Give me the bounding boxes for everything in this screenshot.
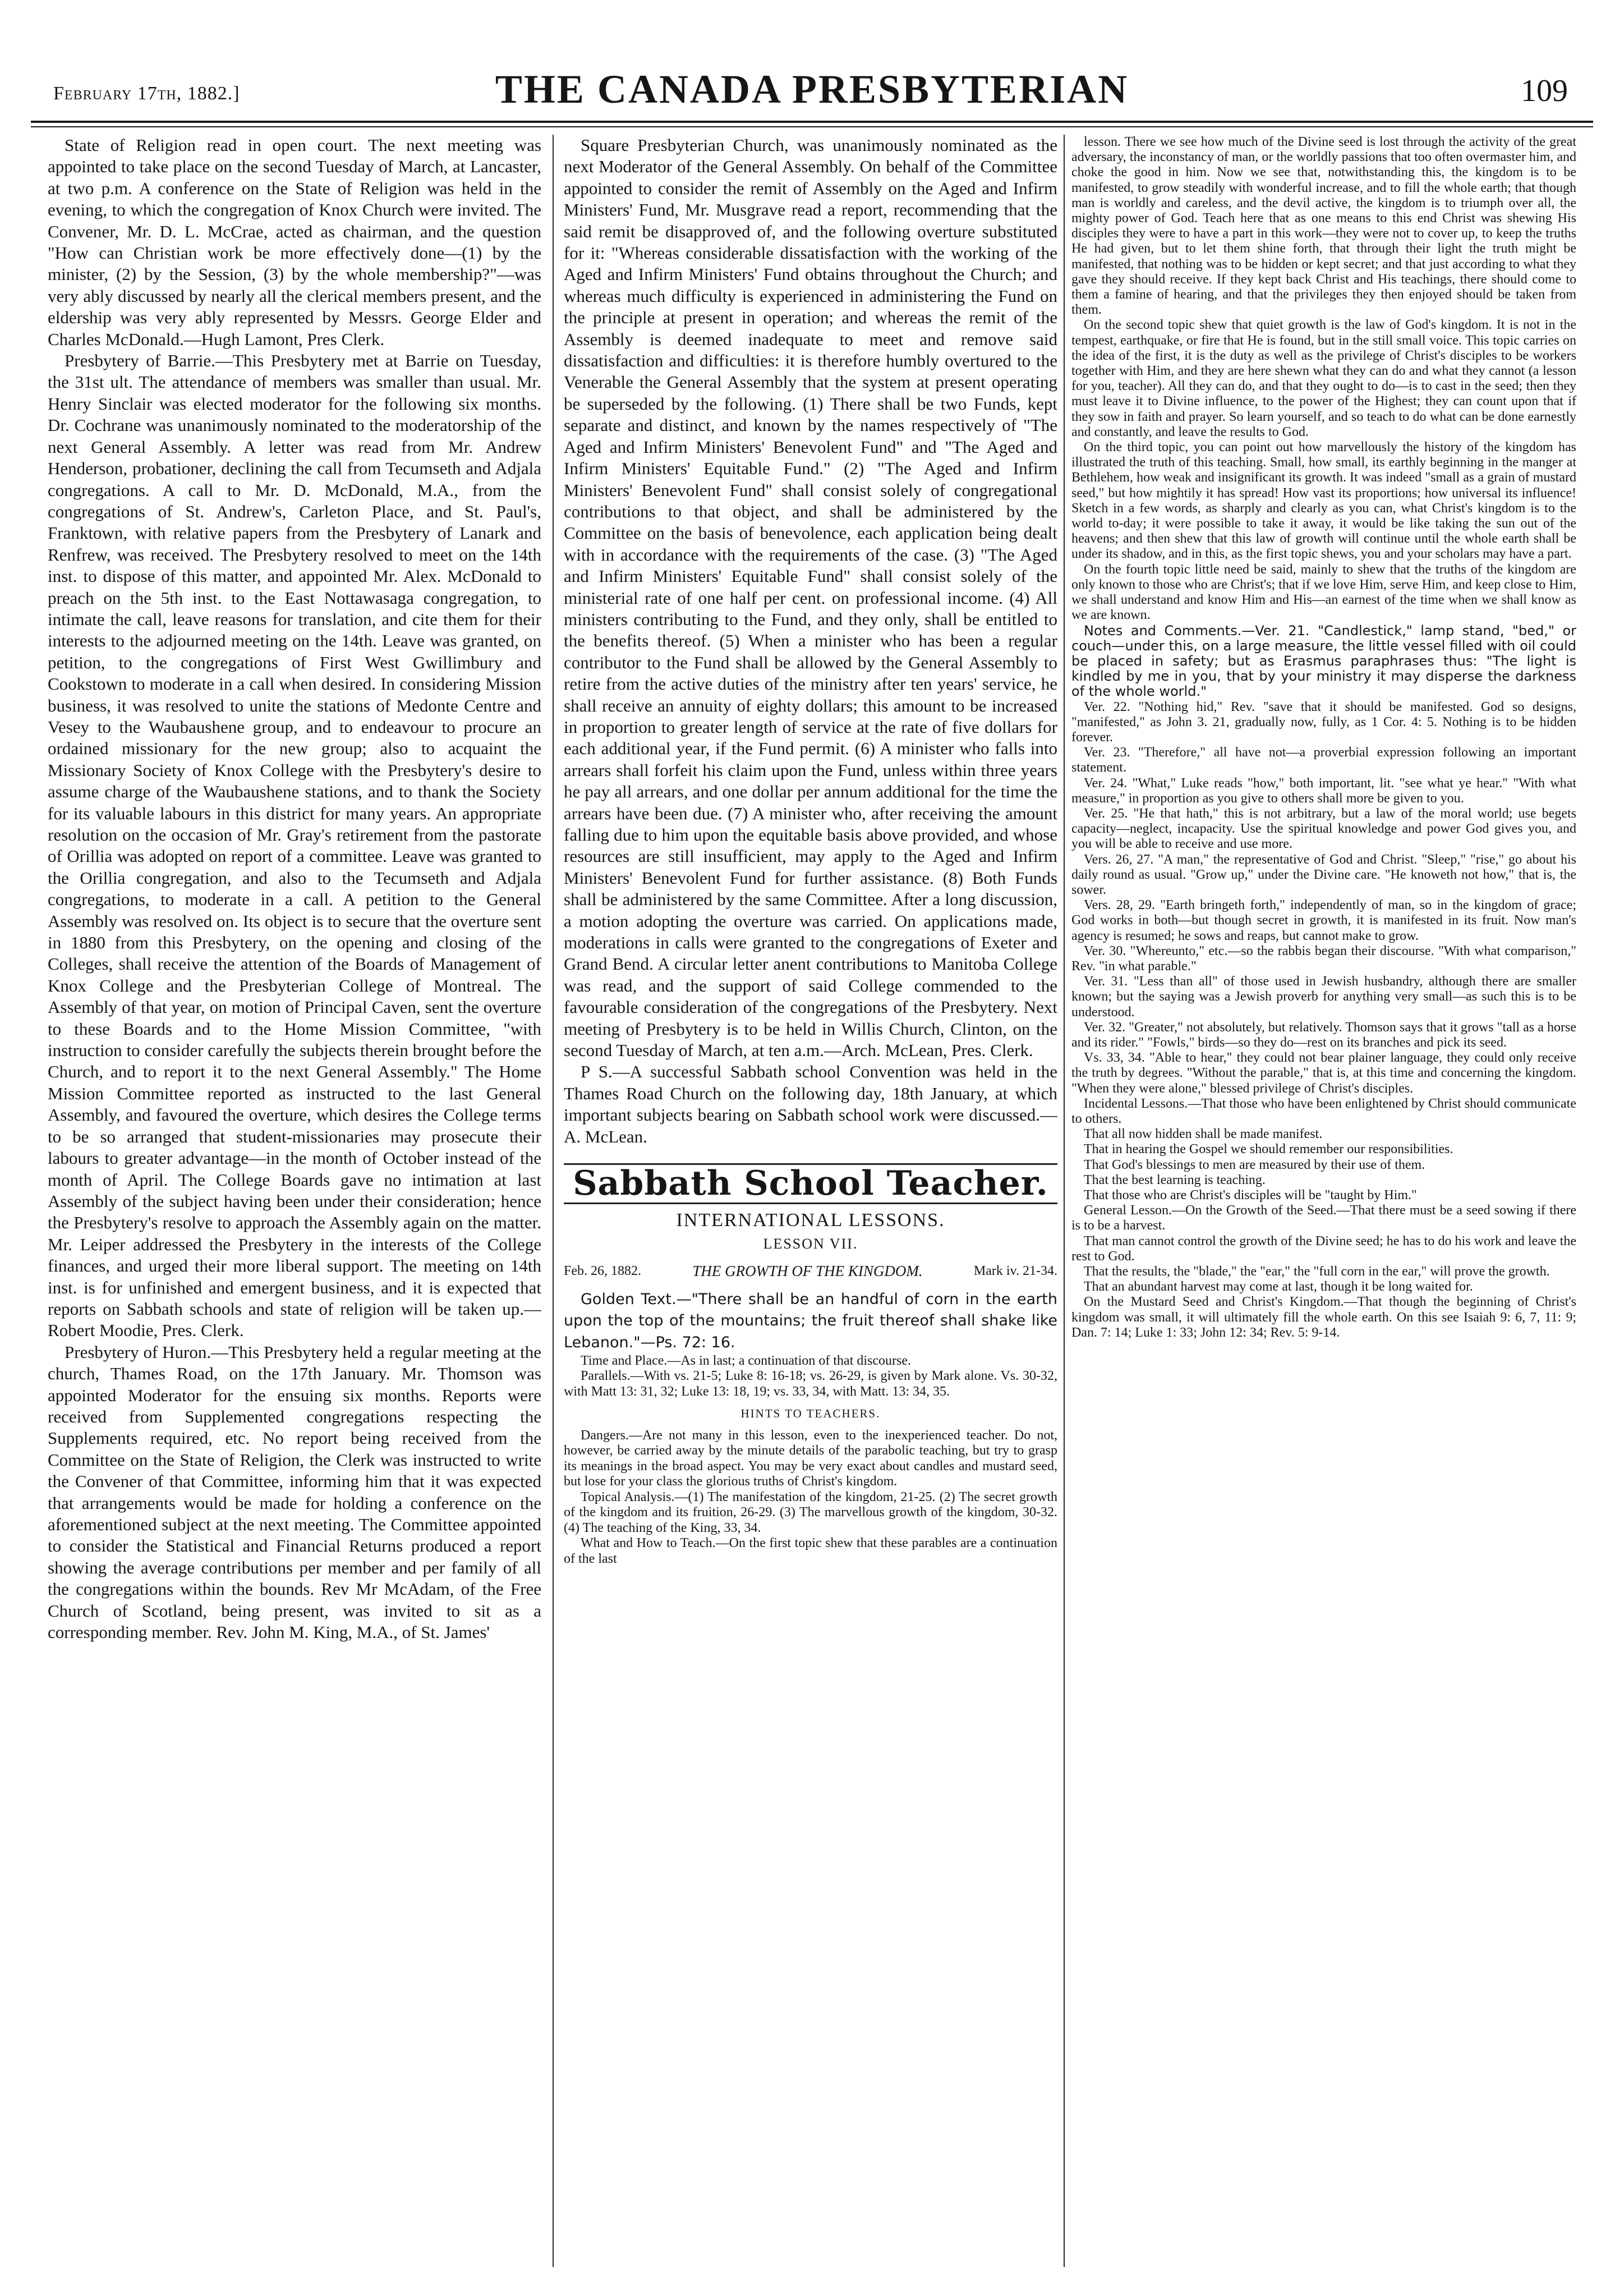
masthead: [31, 66, 1593, 122]
lesson-reference: Mark iv. 21-34.: [973, 1264, 1057, 1279]
article-paragraph: Presbytery of Barrie.—This Presbytery met at Barrie on Tuesday, the 31st ult. The attendance of members was smaller than usual. Mr. Henry Sinclair was elected moderator for the following six months. Dr. Cochrane was unanimously nominated to the moderatorship of the next General Assembly. A letter was read from Mr. Andrew Henderson, probationer, declining the call from Tecumseth and Adjala congregations. A call to Mr. D. McDonald, M.A., from the congregations of St. Andrew's, Carleton Place, and St. Paul's, Franktown, with relative papers from the Presbytery of Lanark and Renfrew, was received. The Presbytery resolved to meet on the 14th inst. to dispose of this matter, and appointed Mr. Alex. McDonald to preach on the 5th inst. to the East Nottawasaga congregation, to intimate the call, leave reasons for translation, and cite them for their interests to the adjourned meeting on the 14th. Leave was granted, on petition, to the congregations of First West Gwillimbury and Cookstown to moderate in a call when desired. In considering Mission business, it was resolved to unite the stations of Medonte Centre and Vesey to the Waubaushene group, and to endeavour to procure an ordained missionary for the new group; also to acquaint the Missionary Society of Knox College with the Presbytery's desire to assume charge of the Waubaushene stations, and to thank the Society for its valuable labours in this district for many years. An appropriate resolution on the occasion of Mr. Gray's retirement from the pastorate of Orillia was adopted on report of a committee. Leave was granted to the Orillia congregation, and also to the Tecumseth and Adjala congregations, to moderate in a call. A petition to the General Assembly was resolved on. Its object is to secure that the overture sent in 1880 from this Presbytery, on the opening and closing of the Colleges, shall receive the attention of the Boards of Management of Knox College and the Presbyterian College of Montreal. The Assembly of that year, on motion of Principal Caven, sent the overture to these Boards and to the Home Mission Committee, "with instruction to consider carefully the subjects therein brought before the Church, and to report it to the next General Assembly." The Home Mission Committee reported as instructed to the last General Assembly, and favoured the overture, which desires the College terms to be so arranged that student-missionaries may prosecute their labours to greater advantage—in the month of October instead of the month of April. The College Boards gave no intimation at last Assembly of the subject having been under their consideration; hence the Presbytery's resolve to approach the Assembly again on the matter. Mr. Leiper addressed the Presbytery in the interests of the College finances, and urged their more liberal support. The meeting on 14th inst. is for unfinished and emergent business, and it is expected that reports on Sabbath schools and state of religion will be taken up.—Robert Moodie, Pres. Clerk.: [48, 351, 541, 1341]
verse-note: Ver. 22. "Nothing hid," Rev. "save that it should be manifested. God so designs, "manifested," as John 3. 21, gradually now, fully, as 1 Cor. 4: 5. Nothing is to be hidden forever.: [1071, 699, 1576, 745]
header-rule: [31, 121, 1593, 123]
issue-date: February 17th, 1882.]: [53, 83, 240, 104]
department-title: Sabbath School Teacher.: [564, 1163, 1057, 1204]
lesson-title: THE GROWTH OF THE KINGDOM.: [692, 1263, 923, 1280]
newspaper-title: THE CANADA PRESBYTERIAN: [495, 67, 1129, 112]
column-divider: [1064, 135, 1065, 2267]
general-lesson: That the results, the "blade," the "ear," the "full corn in the ear," will prove the growth.: [1084, 1264, 1550, 1279]
verse-note: Vers. 26, 27. "A man," the representative of God and Christ. "Sleep," "rise," go about his daily round as usual. "Grow up," under the Divine care. "He knoweth not how," that is, the sower.: [1071, 852, 1576, 897]
verse-note: Ver. 23. "Therefore," all have not—a proverbial expression following an important statement.: [1071, 745, 1576, 775]
column-3: [1071, 135, 1576, 2267]
incidental-lesson: That in hearing the Gospel we should remember our responsibilities.: [1084, 1142, 1453, 1157]
general-lesson: That an abundant harvest may come at last, though it be long waited for.: [1084, 1279, 1473, 1295]
time-and-place: Time and Place.—As in last; a continuation of that discourse.: [581, 1353, 912, 1368]
verse-note: Ver. 24. "What," Luke reads "how," both important, lit. "see what ye hear." "With what measure," in proportion as you give to others shall more be given to you.: [1071, 775, 1576, 806]
incidental-lesson: That all now hidden shall be made manifest.: [1084, 1127, 1323, 1142]
incidental-lesson: That God's blessings to men are measured by their use of them.: [1084, 1157, 1425, 1172]
article-paragraph: Square Presbyterian Church, was unanimously nominated as the next Moderator of the General Assembly. On behalf of the Committee appointed to consider the remit of Assembly on the Aged and Infirm Ministers' Fund, Mr. Musgrave read a report, recommending that the said remit be disapproved of, and the following overture substituted for it: "Whereas considerable dissatisfaction with the working of the Aged and Infirm Ministers' Fund obtains throughout the Church; and whereas much difficulty is experienced in administering the Fund on the principle at present in operation; and whereas the remit of the Assembly is deemed inadequate to meet and remove said dissatisfaction and difficulties: it is therefore humbly overtured to the Venerable the General Assembly that the system at present operating be superseded by the following. (1) There shall be two Funds, kept separate and distinct, and known by the names respectively of "The Aged and Infirm Ministers' Benevolent Fund" and "The Aged and Infirm Ministers' Equitable Fund." (2) "The Aged and Infirm Ministers' Benevolent Fund" shall consist solely of congregational contributions to that object, and shall be administered by the Committee on the basis of benevolence, each application being dealt with in accordance with the requirements of the case. (3) "The Aged and Infirm Ministers' Equitable Fund" shall consist solely of the ministerial rate of one half per cent. on professional income. (4) All ministers contributing to the Fund, and they only, shall be entitled to the benefits thereof. (5) When a minister who has been a regular contributor to the Fund shall be allowed by the General Assembly to retire from the active duties of the ministry after ten years' service, he shall receive an annuity of eighty dollars; this amount to be increased in proportion to greater length of service at the rate of five dollars for each additional year, if the Fund permit. (6) A minister who falls into arrears shall forfeit his claim upon the Fund, unless within three years he pay all arrears, and one dollar per annum additional for the time the arrears have been due. (7) A minister who, after receiving the amount falling due to him upon the equitable basis above provided, and whose resources are still insufficient, may apply to the Aged and Infirm Ministers' Benevolent Fund for further assistance. (8) Both Funds shall be administered by the same Committee. After a long discussion, a motion adopting the overture was carried. On applications made, moderations in calls were granted to the congregations of Exeter and Grand Bend. A circular letter anent contributions to Manitoba College was read, and the support of said College commended to the favourable consideration of the congregations of the Presbytery. Next meeting of Presbytery is to be held in Willis Church, Clinton, on the second Tuesday of March, at ten a.m.—Arch. McLean, Pres. Clerk.: [564, 135, 1057, 1061]
what-and-how-to-teach: What and How to Teach.—On the first topic shew that these parables are a continuation of the last: [564, 1536, 1057, 1566]
incidental-lesson: That those who are Christ's disciples will be "taught by Him.": [1084, 1188, 1417, 1203]
verse-note: Vers. 28, 29. "Earth bringeth forth," independently of man, so in the kingdom of grace; God works in both—but though secret in growth, it is manifested in its fruit. Now man's agency is resumed; he sows and reaps, but cannot make to grow.: [1071, 898, 1576, 943]
article-paragraph: State of Religion read in open court. The next meeting was appointed to take place on the second Tuesday of March, at Lancaster, at two p.m. A conference on the State of Religion was held in the evening, to which the congregation of Knox Church were invited. The Convener, Mr. D. L. McCrae, acted as chairman, and the question "How can Christian work be more effectively done—(1) by the minister, (2) by the Session, (3) by the whole membership?"—was very ably discussed by nearly all the clerical members present, and the eldership was very ably represented by Messrs. George Elder and Charles McDonald.—Hugh Lamont, Pres Clerk.: [48, 135, 541, 349]
verse-note: Ver. 32. "Greater," not absolutely, but relatively. Thomson says that it grows "tall as a horse and its rider." "Fowls," birds—so they do—rest on its branches and pick its seed.: [1071, 1020, 1576, 1050]
page-number: 109: [1521, 74, 1568, 108]
lesson-paragraph: lesson. There we see how much of the Divine seed is lost through the activity of the great adversary, the inconstancy of man, or the worldly passions that too often overmaster him, and choke the good in him. Now we see that, notwithstanding this, the kingdom is to be manifested, to grow steadily with wonderful increase, and to fill the whole earth; that though man is worldly and careless, and the devil active, the kingdom is to triumph over all, the mighty power of God. Teach here that as one means to this end Christ was shewing His disciples they were to have a part in this work—they were not to cover up, to keep the truths He had given, but to let them shine forth, that through their light the truth might be manifested, that nothing was to be hidden or kept secret; and that just according to what they gave they should receive. If they kept back Christ and His teachings, there should come to them a famine of hearing, and that the privileges they then enjoyed should be taken from them.: [1071, 135, 1576, 318]
article-paragraph: P S.—A successful Sabbath school Convention was held in the Thames Road Church on the following day, 18th January, at which important subjects bearing on Sabbath school work were discussed.—A. McLean.: [564, 1062, 1057, 1146]
verse-note: Ver. 31. "Less than all" of those used in Jewish husbandry, although there are smaller known; but the saying was a Jewish proverb for anything very small—as such this is to be understood.: [1071, 974, 1576, 1020]
notes-and-comments: Notes and Comments.—Ver. 21. "Candlestick," lamp stand, "bed," or couch—under this, on a large measure, the little vessel filled with oil could be placed in safety; but as Erasmus paraphrases thus: "The light is kindled by me in you, that by your ministry it may disperse the darkness of the whole world.": [1071, 622, 1576, 700]
verse-note: Ver. 30. "Whereunto," etc.—so the rabbis began their discourse. "With what comparison," Rev. "in what parable.": [1071, 943, 1576, 974]
lesson-paragraph: On the fourth topic little need be said, mainly to shew that the truths of the kingdom are only known to those who are Christ's; that if we love Him, serve Him, and keep close to Him, we shall understand and know Him and His—an earnest of the time when we shall know as we are known.: [1071, 562, 1576, 623]
hints-heading: HINTS TO TEACHERS.: [740, 1407, 881, 1421]
verse-note: Ver. 25. "He that hath," this is not arbitrary, but a law of the moral world; use begets capacity—neglect, incapacity. Use the spiritual knowledge and power God gives you, and you will be able to receive and use more.: [1071, 806, 1576, 852]
column-1: [48, 135, 541, 2267]
incidental-lesson: That the best learning is teaching.: [1084, 1172, 1266, 1187]
general-lesson: General Lesson.—On the Growth of the Seed.—That there must be a seed sowing if there is to be a harvest.: [1071, 1203, 1576, 1233]
column-2: [564, 135, 1057, 2267]
golden-text: Golden Text.—"There shall be an handful of corn in the earth upon the top of the mountains; the fruit thereof shall shake like Lebanon."—Ps. 72: 16.: [564, 1290, 1057, 1351]
article-paragraph: Presbytery of Huron.—This Presbytery held a regular meeting at the church, Thames Road, on the 17th January. Mr. Thomson was appointed Moderator for the ensuing six months. Reports were received from Supplemented congregations respecting the Supplements required, etc. No report being received from the Committee on the State of Religion, the Clerk was instructed to write the Convener of that Committee, informing him that it was expected that arrangements would be made for holding a conference on the aforementioned subject at the next meeting. The Committee appointed to consider the Statistical and Financial Returns produced a report showing the average contributions per member and per family of all the congregations within the bounds. Rev Mr McAdam, of the Free Church of Scotland, being present, was invited to sit as a corresponding member. Rev. John M. King, M.A., of St. James': [48, 1342, 541, 1642]
topical-analysis: Topical Analysis.—(1) The manifestation of the kingdom, 21-25. (2) The secret growth of the kingdom and its fruition, 26-29. (3) The marvellous growth of the kingdom, 30-32. (4) The teaching of the King, 33, 34.: [564, 1489, 1057, 1535]
parallels: Parallels.—With vs. 21-5; Luke 8: 16-18; vs. 26-29, is given by Mark alone. Vs. 30-32, with Matt 13: 31, 32; Luke 13: 18, 19; vs. 33, 34, with Matt. 13: 34, 35.: [564, 1369, 1057, 1399]
general-lesson: That man cannot control the growth of the Divine seed; he has to do his work and leave the rest to God.: [1071, 1233, 1576, 1264]
incidental-lesson: Incidental Lessons.—That those who have been enlightened by Christ should communicate to others.: [1071, 1096, 1576, 1126]
lesson-paragraph: On the second topic shew that quiet growth is the law of God's kingdom. It is not in the tempest, earthquake, or fire that He is found, but in the still small voice. This topic carries on the idea of the first, it is the duty as well as the privilege of Christ's disciples to be workers together with Him, and they are here shewn what they can do and what they cannot (a lesson for you, teacher). All they can do, and that they ought to do—is to cast in the seed; then they must leave it to Divine influence, to the power of the Highest; they can count upon that if they sow in faith and prayer. So learn yourself, and so teach to do what can be done earnestly and constantly, and leave the results to God.: [1071, 318, 1576, 439]
international-lessons-heading: INTERNATIONAL LESSONS.: [676, 1209, 945, 1231]
lesson-date: Feb. 26, 1882.: [564, 1264, 641, 1279]
lesson-paragraph: On the third topic, you can point out how marvellously the history of the kingdom has illustrated the truth of this teaching. Small, how small, its earthly beginning in the manger at Bethlehem, how weak and insignificant its growth. It was indeed "small as a grain of mustard seed," but how mightily it has spread! How vast its proportions; how universal its influence! Sketch in a few words, as sharply and clearly as you can, what Christ's kingdom is to the world to-day; it were possible to take it away, it would be like taking the sun out of the heavens; and then shew that this law of growth will continue until the whole earth shall be under its shadow, and in this, as the first topic shews, you and your scholars may have a part.: [1071, 440, 1576, 562]
dangers-paragraph: Dangers.—Are not many in this lesson, even to the inexperienced teacher. Do not, however, be carried away by the minute details of the parabolic teaching, but try to grasp its meanings in the broad aspect. You may be very exact about candles and mustard seed, but lose for your class the glorious truths of Christ's kingdom.: [564, 1428, 1057, 1489]
lesson-number: LESSON VII.: [763, 1235, 858, 1252]
lesson-title-row: [564, 1260, 1057, 1282]
general-lesson: On the Mustard Seed and Christ's Kingdom.—That though the beginning of Christ's kingdom was small, it will ultimately fill the whole earth. On this see Isaiah 9: 6, 7, 11: 9; Dan. 7: 14; Luke 1: 33; John 12: 34; Rev. 5: 9-14.: [1071, 1295, 1576, 1340]
header-rule-thin: [31, 126, 1593, 127]
column-divider: [553, 135, 554, 2267]
verse-note: Vs. 33, 34. "Able to hear," they could not bear plainer language, they could only receive the truth by degrees. "Without the parable," that is, at this time and concerning the kingdom. "When they were alone," blessed privilege of Christ's disciples.: [1071, 1050, 1576, 1096]
